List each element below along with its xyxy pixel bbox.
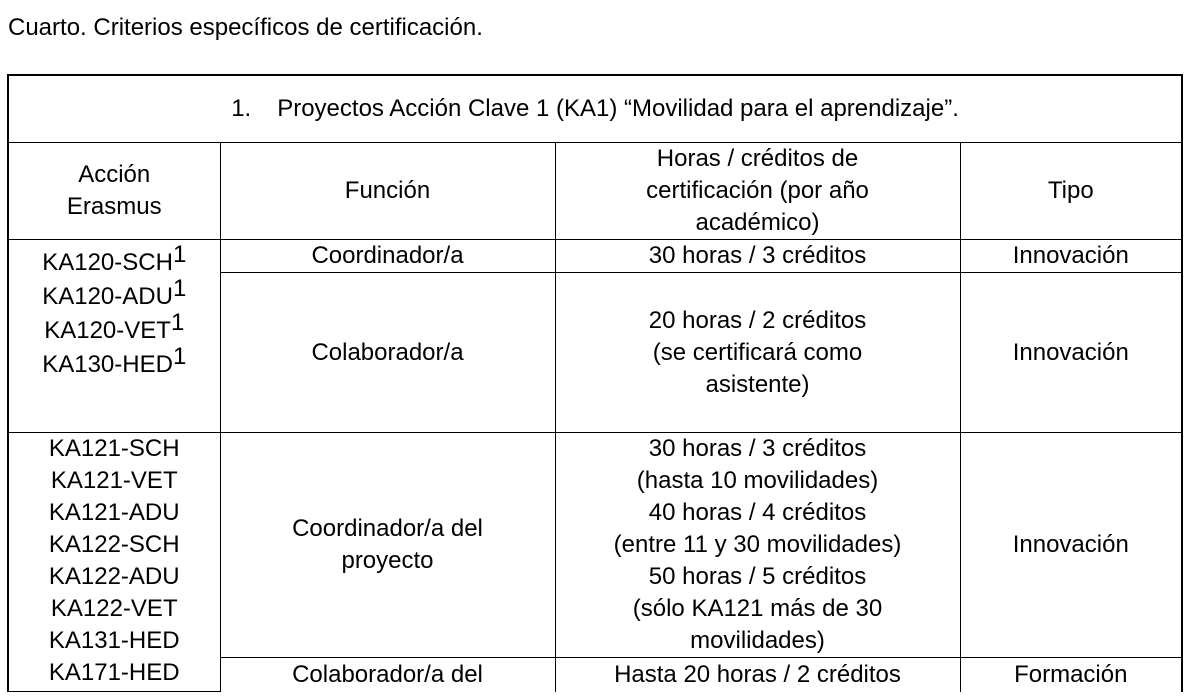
- code-item: KA171-HED: [48, 659, 180, 686]
- funcion-cell: Colaborador/a del: [220, 658, 555, 692]
- code-item: KA120-ADU$^1$: [42, 275, 187, 310]
- tipo-cell: Innovación: [960, 240, 1182, 273]
- footnote-marker: 1: [170, 309, 185, 336]
- table-row: [8, 240, 1182, 273]
- funcion-cell: Coordinador/a del proyecto: [220, 433, 555, 658]
- tipo-cell: Innovación: [960, 273, 1182, 433]
- header-funcion: Función: [220, 143, 555, 240]
- code-item: KA122-VET: [50, 595, 178, 622]
- certification-criteria-table: [7, 74, 1183, 692]
- code-item: KA120-VET$^1$: [44, 309, 185, 344]
- header-horas-creditos: Horas / créditos de certificación (por año académico): [555, 143, 960, 240]
- header-row: [8, 143, 1182, 240]
- table-title-row: [8, 75, 1182, 143]
- table-title: [8, 75, 1182, 143]
- codes-group-2: [8, 433, 220, 692]
- code-item: KA121-ADU: [48, 499, 180, 526]
- code-item: KA120-SCH$^1$: [42, 241, 187, 276]
- code-item: KA122-SCH: [48, 531, 180, 558]
- horas-cell: 20 horas / 2 créditos (se certificará como asistente): [555, 273, 960, 433]
- funcion-cell: Colaborador/a: [220, 273, 555, 433]
- title-number: 1.: [231, 95, 252, 122]
- header-tipo: Tipo: [960, 143, 1182, 240]
- code-item: KA130-HED$^1$: [42, 343, 187, 378]
- footnote-marker: 1: [172, 343, 187, 370]
- code-item: KA131-HED: [48, 627, 180, 654]
- title-text: Proyectos Acción Clave 1 (KA1) “Movilidad para el aprendizaje”.: [277, 95, 959, 122]
- tipo-cell: Innovación: [960, 433, 1182, 658]
- horas-cell: 30 horas / 3 créditos: [555, 240, 960, 273]
- code-item: KA122-ADU: [48, 563, 180, 590]
- horas-cell: Hasta 20 horas / 2 créditos: [555, 658, 960, 692]
- horas-cell: 30 horas / 3 créditos (hasta 10 movilidades) 40 horas / 4 créditos (entre 11 y 30 movilidades) 50 horas / 5 créditos (sólo KA121 más de 30 movilidades): [555, 433, 960, 658]
- code-item: KA121-VET: [50, 467, 178, 494]
- code-item: KA121-SCH: [48, 435, 180, 462]
- footnote-marker: 1: [172, 241, 187, 268]
- funcion-cell: Coordinador/a: [220, 240, 555, 273]
- footnote-marker: 1: [172, 275, 187, 302]
- tipo-cell: Formación: [960, 658, 1182, 692]
- table-row: [8, 433, 1182, 658]
- header-accion-erasmus: Acción Erasmus: [8, 143, 220, 240]
- section-heading: Cuarto. Criterios específicos de certificación.: [8, 14, 483, 41]
- codes-group-1: [8, 240, 220, 433]
